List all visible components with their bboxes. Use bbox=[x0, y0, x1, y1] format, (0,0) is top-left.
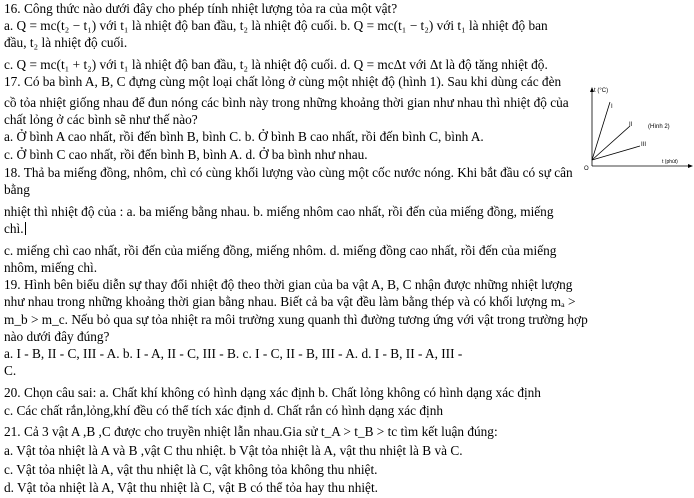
question-19-options: a. I - B, II - C, III - A. b. I - A, II - C, III - B. c. I - C, II - B, III - A. d. I - B, II - A, III - bbox=[4, 346, 463, 361]
question-20-options-cd: c. Các chất rắn,lỏng,khí đều có thể tích xác định d. Chất rắn có hình dạng xác định bbox=[4, 403, 444, 418]
question-18-options-cd: c. miếng chì cao nhất, rồi đến của miếng đồng, miếng nhôm. d. miếng đồng cao nhất, rồi đến của miếng bbox=[4, 243, 557, 258]
question-19-text-cont: như nhau trong những khoảng thời gian bằng nhau. Biết cả ba vật đều làm bằng thép và có khối lượng mₐ > bbox=[4, 294, 576, 309]
question-19-options-cont: C. bbox=[4, 363, 17, 378]
line-i-label: I bbox=[611, 104, 613, 110]
question-21-option-d: d. Vật tỏa nhiệt là A, Vật thu nhiệt là C, vật B có thể tỏa hay thu nhiệt. bbox=[4, 480, 378, 495]
question-19-text-end: nào dưới đây đúng? bbox=[4, 329, 110, 344]
line-i bbox=[592, 102, 610, 160]
question-16-options-ab: a. Q = mc(t₂ − t₁) với t₁ là nhiệt độ ban đầu, t₂ là nhiệt độ cuối. b. Q = mc(t₁ − t₂) với t₁ là nhiệt độ ban bbox=[4, 18, 548, 33]
question-21-option-c: c. Vật tỏa nhiệt là A, vật thu nhiệt là C, vật không tỏa không thu nhiệt. bbox=[4, 462, 378, 477]
question-16-title: 16. Công thức nào dưới đây cho phép tính nhiệt lượng tỏa ra của một vật? bbox=[4, 1, 398, 16]
question-17-text-cont: cồ tỏa nhiệt giống nhau để đun nóng các bình này trong những khoảng thời gian như nhau thì nhiệt độ của bbox=[4, 95, 569, 110]
line-iii bbox=[592, 146, 640, 160]
question-18-options-b-cont bbox=[4, 221, 692, 237]
temperature-time-figure bbox=[582, 84, 694, 172]
question-16-options-cd: c. Q = mc(t₁ + t₂) với t₁ là nhiệt độ ban đầu, t₂ là nhiệt độ cuối. d. Q = mcΔt với Δt là độ tăng nhiệt độ. bbox=[4, 57, 548, 72]
question-20-title: 20. Chọn câu sai: a. Chất khí không có hình dạng xác định b. Chất lỏng không có hình dạng xác định bbox=[4, 385, 541, 400]
text-cursor bbox=[25, 222, 26, 235]
question-19-text-cont-2: m_b > m_c. Nếu bỏ qua sự tỏa nhiệt ra môi trường xung quanh thì đường tương ứng với vật trong trường hợp bbox=[4, 312, 588, 327]
question-18-title: 18. Thả ba miếng đồng, nhôm, chì có cùng khối lượng vào cùng một cốc nước nóng. Khi bắt đầu có sự cân bbox=[4, 165, 573, 180]
origin-label: O bbox=[584, 166, 589, 172]
line-ii-label: II bbox=[629, 122, 633, 128]
question-18-text-cont: bằng bbox=[4, 182, 30, 197]
option-text: chì. bbox=[4, 221, 24, 236]
x-axis-label: t (phút) bbox=[662, 159, 678, 165]
question-17-options-ab: a. Ở bình A cao nhất, rồi đến bình B, bình C. b. Ở bình B cao nhất, rồi đến bình C, bình A. bbox=[4, 129, 484, 144]
question-17-options-cd: c. Ở bình C cao nhất, rồi đến bình B, bình A. d. Ở ba bình như nhau. bbox=[4, 147, 368, 162]
question-18-options-ab: nhiệt thì nhiệt độ của : a. ba miếng bằng nhau. b. miếng nhôm cao nhất, rồi đến của miếng đồng, miếng bbox=[4, 204, 554, 219]
figure-caption: (Hình 2) bbox=[648, 124, 670, 130]
question-17-text-end: chất lỏng ở các bình sẽ như thế nào? bbox=[4, 112, 198, 127]
question-18-options-d-cont: nhôm, miếng chì. bbox=[4, 260, 98, 275]
line-ii bbox=[592, 126, 630, 160]
question-19-title: 19. Hình bên biểu diễn sự thay đổi nhiệt độ theo thời gian của ba vật A, B, C nhận được những nhiệt lượng bbox=[4, 277, 573, 292]
x-axis-arrow bbox=[688, 164, 693, 168]
question-21-title: 21. Cả 3 vật A ,B ,C được cho truyền nhiệt lẫn nhau.Gia sử t_A > t_B > tc tìm kết luận đúng: bbox=[4, 424, 498, 439]
question-16-options-b-cont: đầu, t₂ là nhiệt độ cuối. bbox=[4, 35, 128, 50]
y-axis-label: t (°C) bbox=[594, 88, 609, 94]
question-17-title: 17. Có ba bình A, B, C đựng cùng một loại chất lỏng ở cùng một nhiệt độ (hình 1). Sau khi dùng các đèn bbox=[4, 74, 562, 89]
line-iii-label: III bbox=[641, 142, 647, 148]
question-21-options-ab: a. Vật tỏa nhiệt là A và B ,vật C thu nhiệt. b Vật tỏa nhiệt là A, vật thu nhiệt là B và C. bbox=[4, 443, 463, 458]
